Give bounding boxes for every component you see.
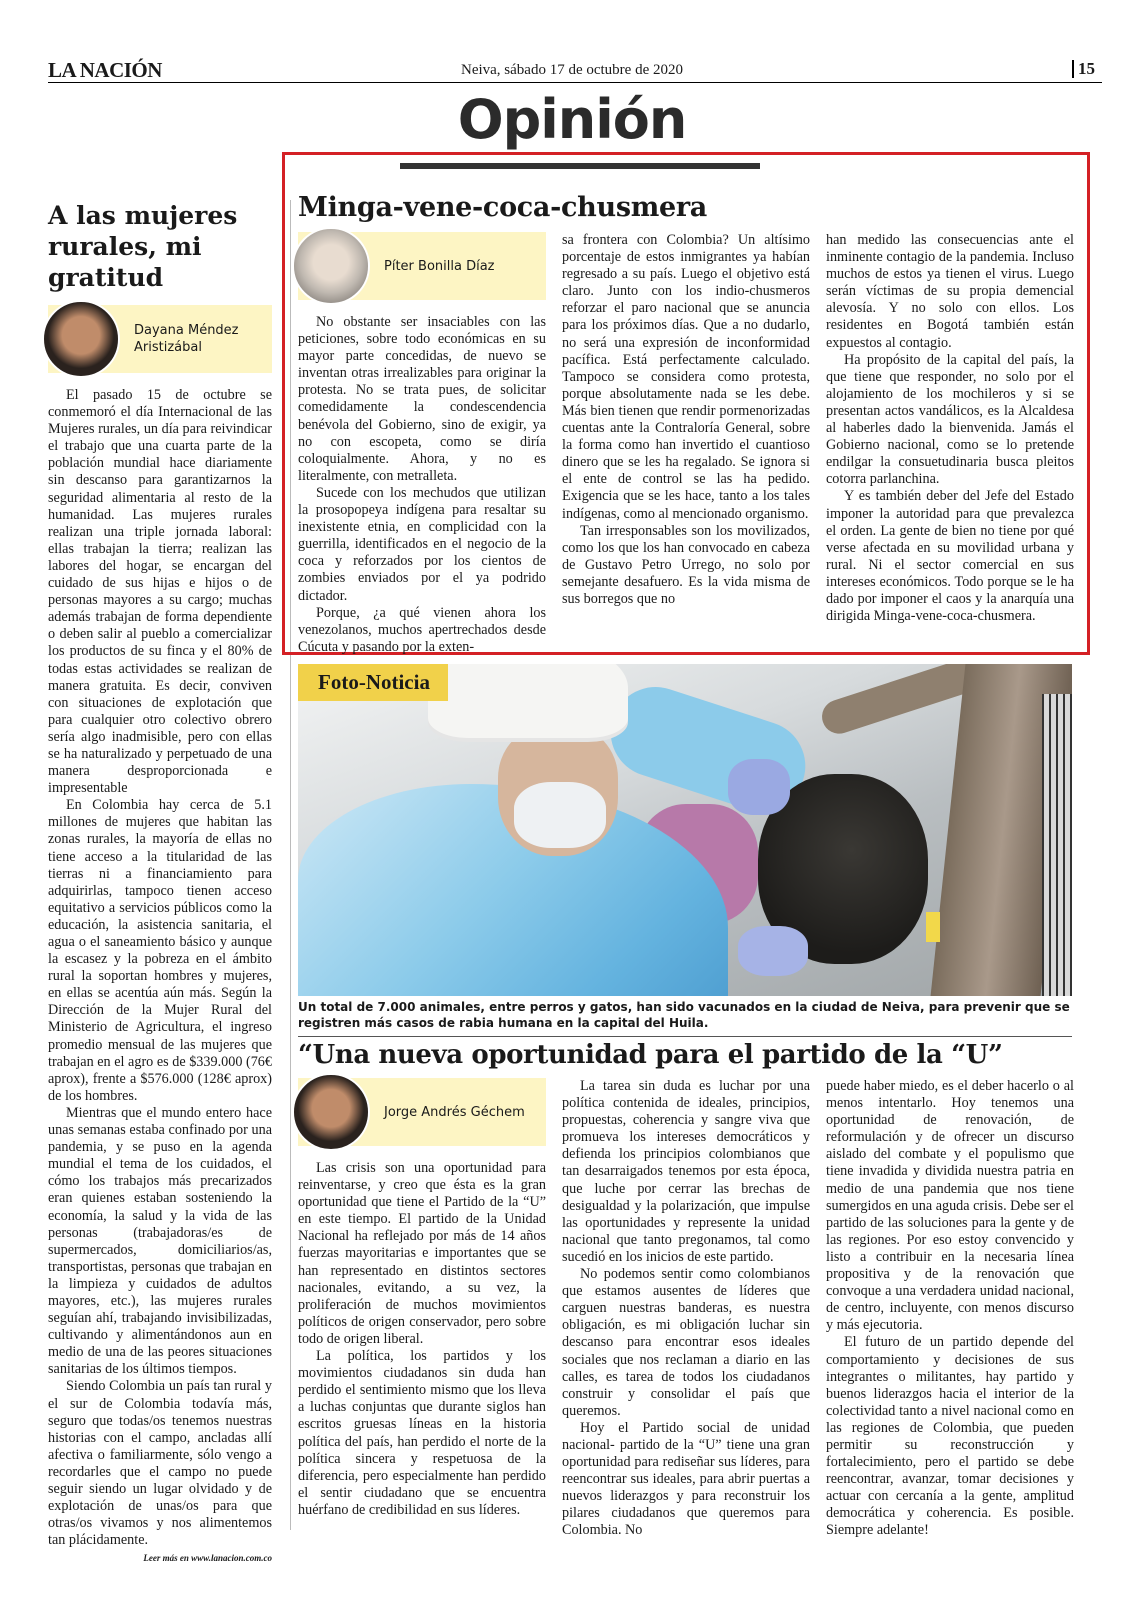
bottom-article-body: [298, 1078, 1074, 1539]
section-title: Opinión: [457, 88, 687, 151]
paragraph: La tarea sin duda es luchar por una política contenida de ideales, principios, propuestas, coherencia y sangre viva que promueva los intereses democráticos y defienda los principios colombianos que tan desarraigados tenemos por esta época, que luche por cerrar las brechas de desigualdad y la polarización, que impulse las oportunidades y represente la unidad nacional que tanto pregonamos, tal como sucedió en los inicios de este partido.: [562, 1078, 810, 1265]
main-column-2: [562, 232, 810, 652]
paragraph: El pasado 15 de octubre se conmemoró el día Internacional de las Mujeres rurales, un día para reivindicar el trabajo que una cuarta parte de la población mundial hace diariamente sin descanso para garantizarnos la seguridad alimentaria al resto de la humanidad. Las mujeres rurales realizan una triple jornada laboral: ellas trabajan la tierra; realizan las labores del hogar, se encargan del cuidado de sus hijas e hijos o de personas mayores a su cargo; muchas además trabajan de forma dependiente o deben salir al pueblo a comercializar los productos de su finca y el 80% de todas estas actividades se realizan de manera gratuita. Es decir, conviven con situaciones de explotación que para cualquier otro colectivo obrero sería algo inadmisible, pero con ellas se ha naturalizado y perpetuado de una manera desproporcionada e impresentable: [48, 387, 272, 797]
paragraph: Ha propósito de la capital del país, la que tiene que responder, no solo por el alojamiento de los mochileros y si se presentan actos vandálicos, es la Alcaldesa al haberles dado la bienvenida. Jamás el Gobierno nacional, como se lo pretende endilgar la consuetudinaria busca pleitos cotorra parlanchina.: [826, 351, 1074, 488]
main-article-title: Minga-vene-coca-chusmera: [298, 192, 707, 223]
main-column-1: [298, 232, 546, 655]
paragraph: Mientras que el mundo entero hace unas semanas estaba confinado por una pandemia, y se puso en la agenda mundial el tema de los cuidados, el cómo los trabajos más precarizados eran quienes estaban sosteniendo la economía, la salud y la vida de las personas (trabajadoras/es de supermercados, domiciliarios/as, transportistas, personas que trabajan en la limpieza y cuidados de adultos mayores, etc.), las mujeres rurales seguían ahí, trabajando invisibilizadas, cultivando y alimentándonos aun en medio de una de las peores situaciones sanitarias de los últimos tiempos.: [48, 1104, 272, 1378]
paragraph: En Colombia hay cerca de 5.1 millones de mujeres que habitan las zonas rurales, la mayoría de ellas no tiene acceso a la titularidad de las tierras ni a financiamiento para adquirirlas, tampoco tienen acceso equitativo a servicios públicos como la educación, la asistencia sanitaria, el agua o el saneamiento básico y aunque la escasez y la pobreza en el ámbito rural la soportan hombres y mujeres, en ellas se acentúa aún más. Según la Dirección de la Mujer Rural del Ministerio de Agricultura, el ingreso promedio mensual de las mujeres que trabajan en el agro es de $339.000 (76€ aprox), frente a $576.000 (128€ aprox) de los hombres.: [48, 797, 272, 1104]
main-article-body: [298, 232, 1074, 655]
main-author-box: [298, 232, 546, 300]
hat-shape: [428, 664, 628, 738]
author-name: Píter Bonilla Díaz: [384, 258, 495, 274]
paragraph: Hoy el Partido social de unidad nacional- partido de la “U” tiene una gran oportunidad para rediseñar sus líderes, para reencontrar sus ideales, para abrir puertas a nuevos liderazgos y para reconstruir los pilares ciudadanos que queremos para Colombia. No: [562, 1419, 810, 1539]
paragraph: Tan irresponsables son los movilizados, como los que los han convocado en cabeza de Gustavo Petro Urrego, no solo por semejante desafuero. Es la vida misma de sus borregos que no: [562, 522, 810, 607]
paragraph: sa frontera con Colombia? Un altísimo porcentaje de estos inmigrantes ya habían regresado a su país. Luego el objetivo está claro. Junto con los indio-chusmeros reforzar el paro nacional que se anuncia para los próximos días. Que a no dudarlo, no será una expresión de inconformidad pacífica. Está perfectamente calculado. Tampoco se considera como protesta, porque absolutamente nada se les debe. Más bien tienen que rendir pormenorizadas cuentas ante la Contraloría General, sobre la forma como han invertido el cuantioso dinero que se les ha regalado. Se ignora si el ente de control se las ha pedido. Exigencia que se les hace, tanto a los tales indígenas, como al mencionado organismo.: [562, 232, 810, 522]
paragraph: Siendo Colombia un país tan rural y el sur de Colombia todavía más, seguro que todas/os tenemos nuestras historias con el campo, ancladas allí afectiva o familiarmente, sólo vengo a recordarles que el campo no puede seguir siendo un lugar olvidado y de explotación de unas/os para que otras/os vivamos y nos alimentemos tan plácidamente.: [48, 1378, 272, 1549]
yellow-tag-shape: [926, 912, 940, 942]
paragraph: La política, los partidos y los movimientos ciudadanos sin duda han perdido el sentimiento mismo que los lleva a luchas conjuntas que durante siglos han escritos gruesas líneas en la historia política del país, han perdido el norte de la política sincera y respetuosa de la diferencia, pero especialmente han perdido el sentir ciudadano que se encuentra huérfano de credibilidad en sus líderes.: [298, 1348, 546, 1518]
page-number: 15: [1072, 60, 1095, 78]
glove-shape: [738, 926, 808, 976]
author-name: Jorge Andrés Géchem: [384, 1104, 525, 1120]
fence-shape: [1042, 694, 1072, 996]
bottom-article-title: “Una nueva oportunidad para el partido de la “U”: [298, 1040, 1003, 1070]
photo-caption: Un total de 7.000 animales, entre perros y gatos, han sido vacunados en la ciudad de Neiva, para prevenir que se registren más casos de rabia humana en la capital del Huila.: [298, 1000, 1070, 1030]
left-article: [48, 200, 272, 1563]
left-author-box: [48, 305, 272, 373]
news-photo: [298, 664, 1072, 996]
read-more-link[interactable]: Leer más en www.lanacion.com.co: [143, 1553, 272, 1564]
paragraph: han medido las consecuencias ante el inminente contagio de la pandemia. Incluso muchos de estos ya tienen el virus. Luego serán víctimas de su propia demencial alevosía. Y no solo con ellos. Los residentes en Bogotá también están expuestos al contagio.: [826, 232, 1074, 351]
main-column-3: [826, 232, 1074, 652]
paragraph: puede haber miedo, es el deber hacerlo o al menos intentarlo. Hoy tenemos una oportunidad de renovación, de reformulación y de ofrecer un discurso aislado del combate y el populismo que tiene invadida y dividida nuestra patria en medio de una pandemia que nos tiene sumergidos en una aguda crisis. Debe ser el partido de las soluciones para la gente y de las regiones. Por eso estoy convencido y listo a contribuir en la necesaria línea propositiva y de la renovación que convoque a una verdadera unidad nacional, de centro, incluyente, con menos discurso y más ejecutoria.: [826, 1078, 1074, 1334]
author-avatar: [292, 1073, 370, 1151]
dateline: Neiva, sábado 17 de octubre de 2020: [460, 62, 683, 78]
paragraph: Porque, ¿a qué vienen ahora los venezolanos, muchos apertrechados desde Cúcuta y pasando por la exten-: [298, 604, 546, 655]
paragraph: Las crisis son una oportunidad para reinventarse, y creo que ésta es la gran oportunidad que tiene el Partido de la “U” en este tiempo. El partido de la Unidad Nacional ha reflejado por más de 14 años fuerzas mayoritarias e importantes que se han representado en distintos sectores nacionales, evitando, a su vez, la proliferación de muchos movimientos políticos de origen conservador, pero sobre todo de origen liberal.: [298, 1160, 546, 1347]
bottom-column-1: [298, 1078, 546, 1518]
photo-label: Foto-Noticia: [298, 664, 448, 701]
paragraph: El futuro de un partido depende del comportamiento y decisiones de sus integrantes o militantes, hay partido y buenos liderazgos hacia el interior de la colectividad tanto a nivel nacional como en las regiones de Colombia, que pueden permitir su reconstrucción y fortalecimiento, pero el partido se debe reencontrar, avanzar, tomar decisiones y actuar con cercanía a la gente, amplitud democrática y coherencia. Es posible. Siempre adelante!: [826, 1334, 1074, 1539]
paragraph: No podemos sentir como colombianos que estamos ausentes de líderes que carguen nuestras banderas, es nuestra obligación, es mi obligación luchar sin descanso para encontrar esos ideales sociales que nos reclaman a diario en las calles, es tarea de todos los ciudadanos construir y consolidar el país que queremos.: [562, 1266, 810, 1419]
masthead-logo: LA NACIÓN: [48, 58, 162, 82]
header-rule: [48, 82, 1102, 83]
bottom-column-2: [562, 1078, 810, 1539]
author-avatar: [42, 300, 120, 378]
author-avatar: [292, 227, 370, 305]
left-article-body: [48, 387, 272, 1549]
paragraph: Y es también deber del Jefe del Estado imponer la autoridad para que prevalezca el orden. La gente de bien no tiene por qué verse afectada en su movilidad urbana y rural. Ni el sector comercial en sus intereses económicos. Todo porque se le ha dado por imponer el caos y la anarquía una dirigida Minga-vene-coca-chusmera.: [826, 488, 1074, 625]
left-article-title: A las mujeres rurales, mi gratitud: [48, 201, 238, 292]
bottom-author-box: [298, 1078, 546, 1146]
paragraph: No obstante ser insaciables con las peticiones, sobre todo económicas en su mayor parte concedidas, de nuevo se inventan otras irrealizables para originar la protesta. No se trata pues, de solicitar comedidamente la condescendencia benévola del Gobierno, sino de exigir, ya no con escopeta, como se diría coloquialmente. Ahora, y no es literalmente, con metralleta.: [298, 314, 546, 484]
bottom-column-3: [826, 1078, 1074, 1539]
caption-rule: [298, 1036, 1072, 1037]
author-name: Dayana Méndez Aristizábal: [134, 323, 239, 355]
glove-shape: [728, 759, 790, 815]
paragraph: Sucede con los mechudos que utilizan la prosopopeya indígena para resaltar su inexistente etnia, en complicidad con la guerrilla, identificados en el negocio de la coca y reforzados por los cientos de zombies enviados por el ya podrido dictador.: [298, 484, 546, 604]
face-mask-shape: [514, 782, 606, 848]
